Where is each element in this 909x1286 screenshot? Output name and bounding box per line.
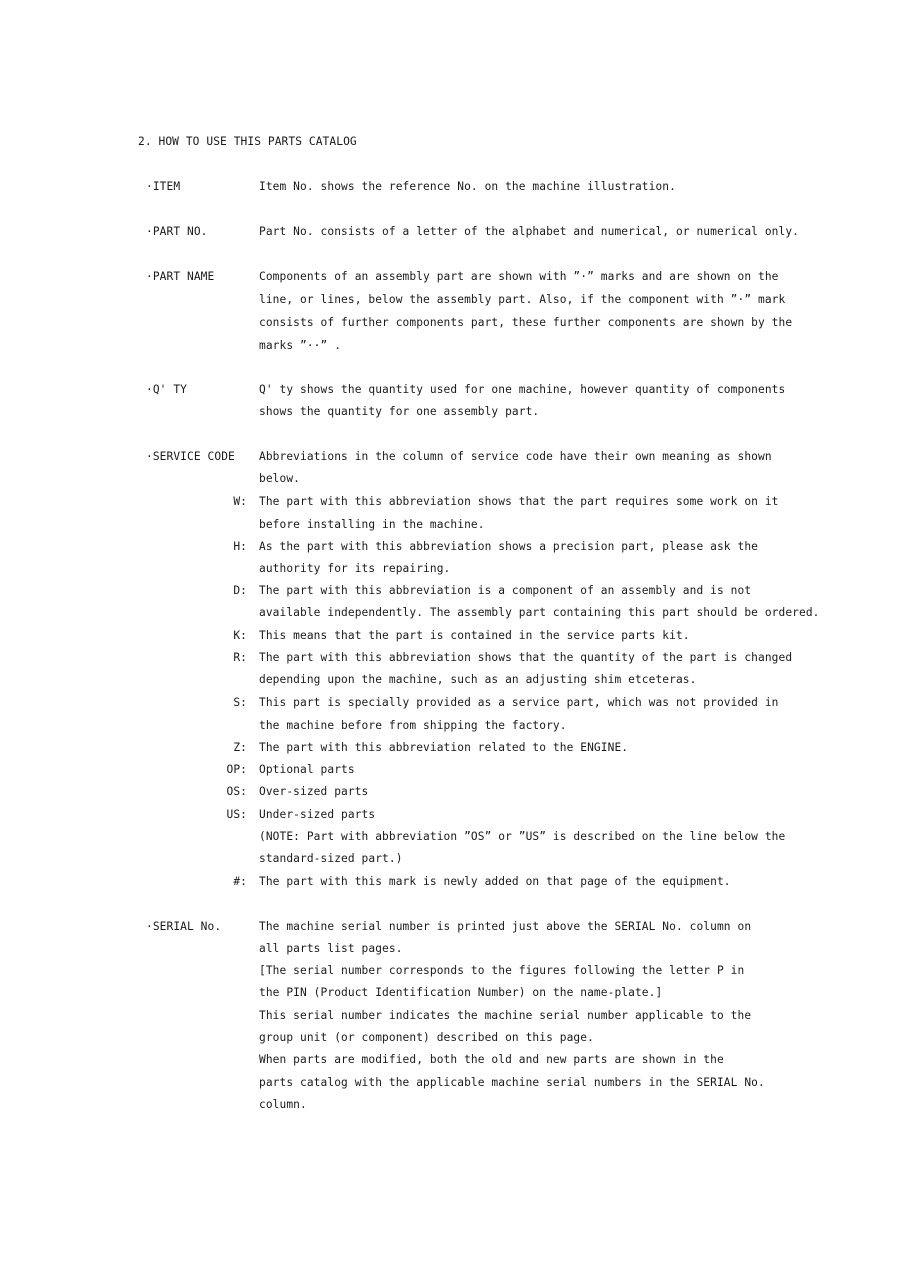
service-code-desc-line: before installing in the machine. [259,518,485,531]
serial-no-text-line: When parts are modified, both the old and new parts are shown in the [259,1053,724,1066]
service-code-desc-line: The part with this abbreviation is a component of an assembly and is not [259,584,752,597]
service-code-abbr: OS: [226,785,247,798]
service-code-abbr: H: [233,540,247,553]
service-code-abbr: Z: [233,741,247,754]
service-code-desc-line: The part with this abbreviation related to the ENGINE. [259,741,629,754]
serial-no-text-line: parts catalog with the applicable machine serial numbers in the SERIAL No. [259,1076,765,1089]
part-no-text-line: Part No. consists of a letter of the alphabet and numerical, or numerical only. [259,225,799,238]
service-code-note-line: standard-sized part.) [259,852,403,865]
service-code-desc-line: Optional parts [259,763,355,776]
serial-no-text-line: [The serial number corresponds to the figures following the letter P in [259,964,745,977]
item-label: ·ITEM [146,180,181,193]
serial-no-text-line: group unit (or component) described on this page. [259,1031,594,1044]
serial-no-text-line: The machine serial number is printed just above the SERIAL No. column on [259,920,752,933]
service-code-desc-line: This means that the part is contained in the service parts kit. [259,629,690,642]
serial-no-label: ·SERIAL No. [146,920,222,933]
part-name-text-line: consists of further components part, these further components are shown by the [259,316,793,329]
service-code-text-line: below. [259,472,301,485]
service-code-desc-line: depending upon the machine, such as an adjusting shim etceteras. [259,673,697,686]
qty-text-line: Q' ty shows the quantity used for one machine, however quantity of components [259,383,786,396]
qty-label: ·Q' TY [146,383,188,396]
service-code-label: ·SERVICE CODE [146,450,235,463]
qty-text-line: shows the quantity for one assembly part. [259,405,540,418]
service-code-desc-line: The part with this abbreviation shows that the quantity of the part is changed [259,651,793,664]
serial-no-text-line: all parts list pages. [259,942,403,955]
part-name-text-line: marks ”··” . [259,339,342,352]
service-code-note-line: (NOTE: Part with abbreviation ”OS” or ”US” is described on the line below the [259,830,786,843]
page-heading: 2. HOW TO USE THIS PARTS CATALOG [138,135,357,148]
service-code-desc-line: The part with this abbreviation shows that the part requires some work on it [259,495,779,508]
service-code-desc-line: available independently. The assembly part containing this part should be ordered. [259,606,820,619]
service-code-abbr: D: [233,584,247,597]
service-code-desc-line: the machine before from shipping the factory. [259,719,567,732]
service-code-abbr: S: [233,696,247,709]
service-code-abbr: OP: [226,763,247,776]
service-code-abbr: US: [226,808,247,821]
serial-no-text-line: This serial number indicates the machine serial number applicable to the [259,1009,752,1022]
service-code-abbr: W: [233,495,247,508]
service-code-desc-line: Over-sized parts [259,785,369,798]
part-name-label: ·PART NAME [146,270,215,283]
part-name-text-line: line, or lines, below the assembly part. Also, if the component with ”·” mark [259,293,786,306]
item-text-line: Item No. shows the reference No. on the machine illustration. [259,180,676,193]
part-name-text-line: Components of an assembly part are shown with ”·” marks and are shown on the [259,270,779,283]
service-code-abbr: R: [233,651,247,664]
service-code-text-line: Abbreviations in the column of service code have their own meaning as shown [259,450,772,463]
service-code-desc-line: Under-sized parts [259,808,376,821]
part-no-label: ·PART NO. [146,225,208,238]
service-code-desc-line: This part is specially provided as a service part, which was not provided in [259,696,779,709]
service-code-desc-line: As the part with this abbreviation shows a precision part, please ask the [259,540,758,553]
service-code-abbr: K: [233,629,247,642]
service-code-abbr: #: [233,875,247,888]
serial-no-text-line: column. [259,1098,307,1111]
service-code-desc-line: authority for its repairing. [259,562,451,575]
serial-no-text-line: the PIN (Product Identification Number) on the name-plate.] [259,986,663,999]
service-code-desc-line: The part with this mark is newly added on that page of the equipment. [259,875,731,888]
